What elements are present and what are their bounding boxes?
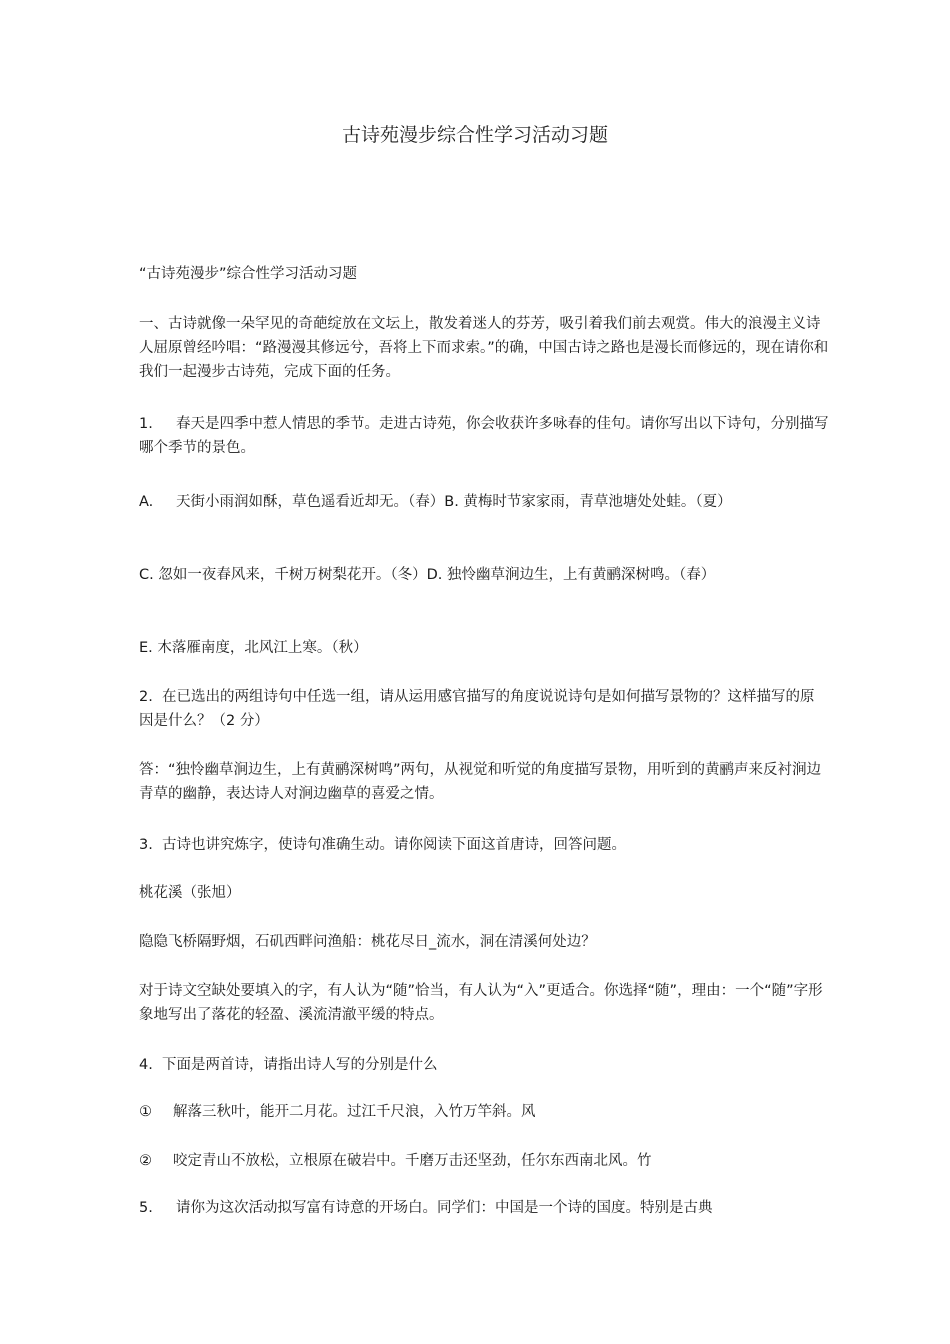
question-2: 2. 在已选出的两组诗句中任选一组，请从运用感官描写的角度说说诗句是如何描写景物的？这样描写的原因是什么？（2 分） <box>139 689 815 729</box>
question-4: 4. 下面是两首诗，请指出诗人写的分别是什么 <box>139 1057 438 1073</box>
poem-text: 隐隐飞桥隔野烟，石矶西畔问渔船：桃花尽日_流水，洞在清溪何处边？ <box>139 934 596 950</box>
item-text: 咬定青山不放松，立根原在破岩中。千磨万击还坚劲，任尔东西南北风。竹 <box>173 1153 652 1169</box>
option-a-label: A. <box>139 494 154 510</box>
poem-title: 桃花溪（张旭） <box>139 885 241 901</box>
option-ab-text: 天街小雨润如酥，草色遥看近却无。（春）B. 黄梅时节家家雨，青草池塘处处蛙。（夏） <box>176 494 732 510</box>
item-text: 解落三秋叶，能开二月花。过江千尺浪，入竹万竿斜。风 <box>173 1104 536 1120</box>
item-marker: ① <box>139 1104 152 1120</box>
question-4-item <box>139 1100 829 1124</box>
question-4-item <box>139 1149 829 1173</box>
question-1 <box>139 412 829 460</box>
item-marker: ② <box>139 1153 152 1169</box>
question-1-option-e: E. 木落雁南度，北风江上寒。（秋） <box>139 640 368 656</box>
question-1-options-ab <box>139 490 829 514</box>
document-title: 古诗苑漫步综合性学习活动习题 <box>341 124 608 146</box>
question-5 <box>139 1196 829 1220</box>
intro-paragraph: 一、古诗就像一朵罕见的奇葩绽放在文坛上，散发着迷人的芬芳，吸引着我们前去观赏。伟大的浪漫主义诗人屈原曾经吟唱：“路漫漫其修远兮，吾将上下而求索。”的确，中国古诗之路也是漫长而修远的，现在请你和我们一起漫步古诗苑，完成下面的任务。 <box>139 316 829 380</box>
question-5-text: 请你为这次活动拟写富有诗意的开场白。同学们：中国是一个诗的国度。特别是古典 <box>176 1200 713 1216</box>
subtitle: “古诗苑漫步”综合性学习活动习题 <box>139 266 358 282</box>
question-1-text: 春天是四季中惹人情思的季节。走进古诗苑，你会收获许多咏春的佳句。请你写出以下诗句，分别描写哪个季节的景色。 <box>139 416 829 456</box>
question-3: 3. 古诗也讲究炼字，使诗句准确生动。请你阅读下面这首唐诗，回答问题。 <box>139 837 627 853</box>
question-5-number: 5. <box>139 1200 153 1216</box>
question-1-options-cd: C. 忽如一夜春风来，千树万树梨花开。（冬）D. 独怜幽草涧边生，上有黄鹂深树鸣。（春） <box>139 567 716 583</box>
question-2-answer: 答：“独怜幽草涧边生，上有黄鹂深树鸣”两句，从视觉和听觉的角度描写景物，用听到的黄鹂声来反衬涧边青草的幽静，表达诗人对涧边幽草的喜爱之情。 <box>139 762 822 802</box>
question-1-number: 1. <box>139 416 153 432</box>
question-3-answer: 对于诗文空缺处要填入的字，有人认为“随”恰当，有人认为“入”更适合。你选择“随”，理由：一个“随”字形象地写出了落花的轻盈、溪流清澈平缓的特点。 <box>139 983 823 1023</box>
